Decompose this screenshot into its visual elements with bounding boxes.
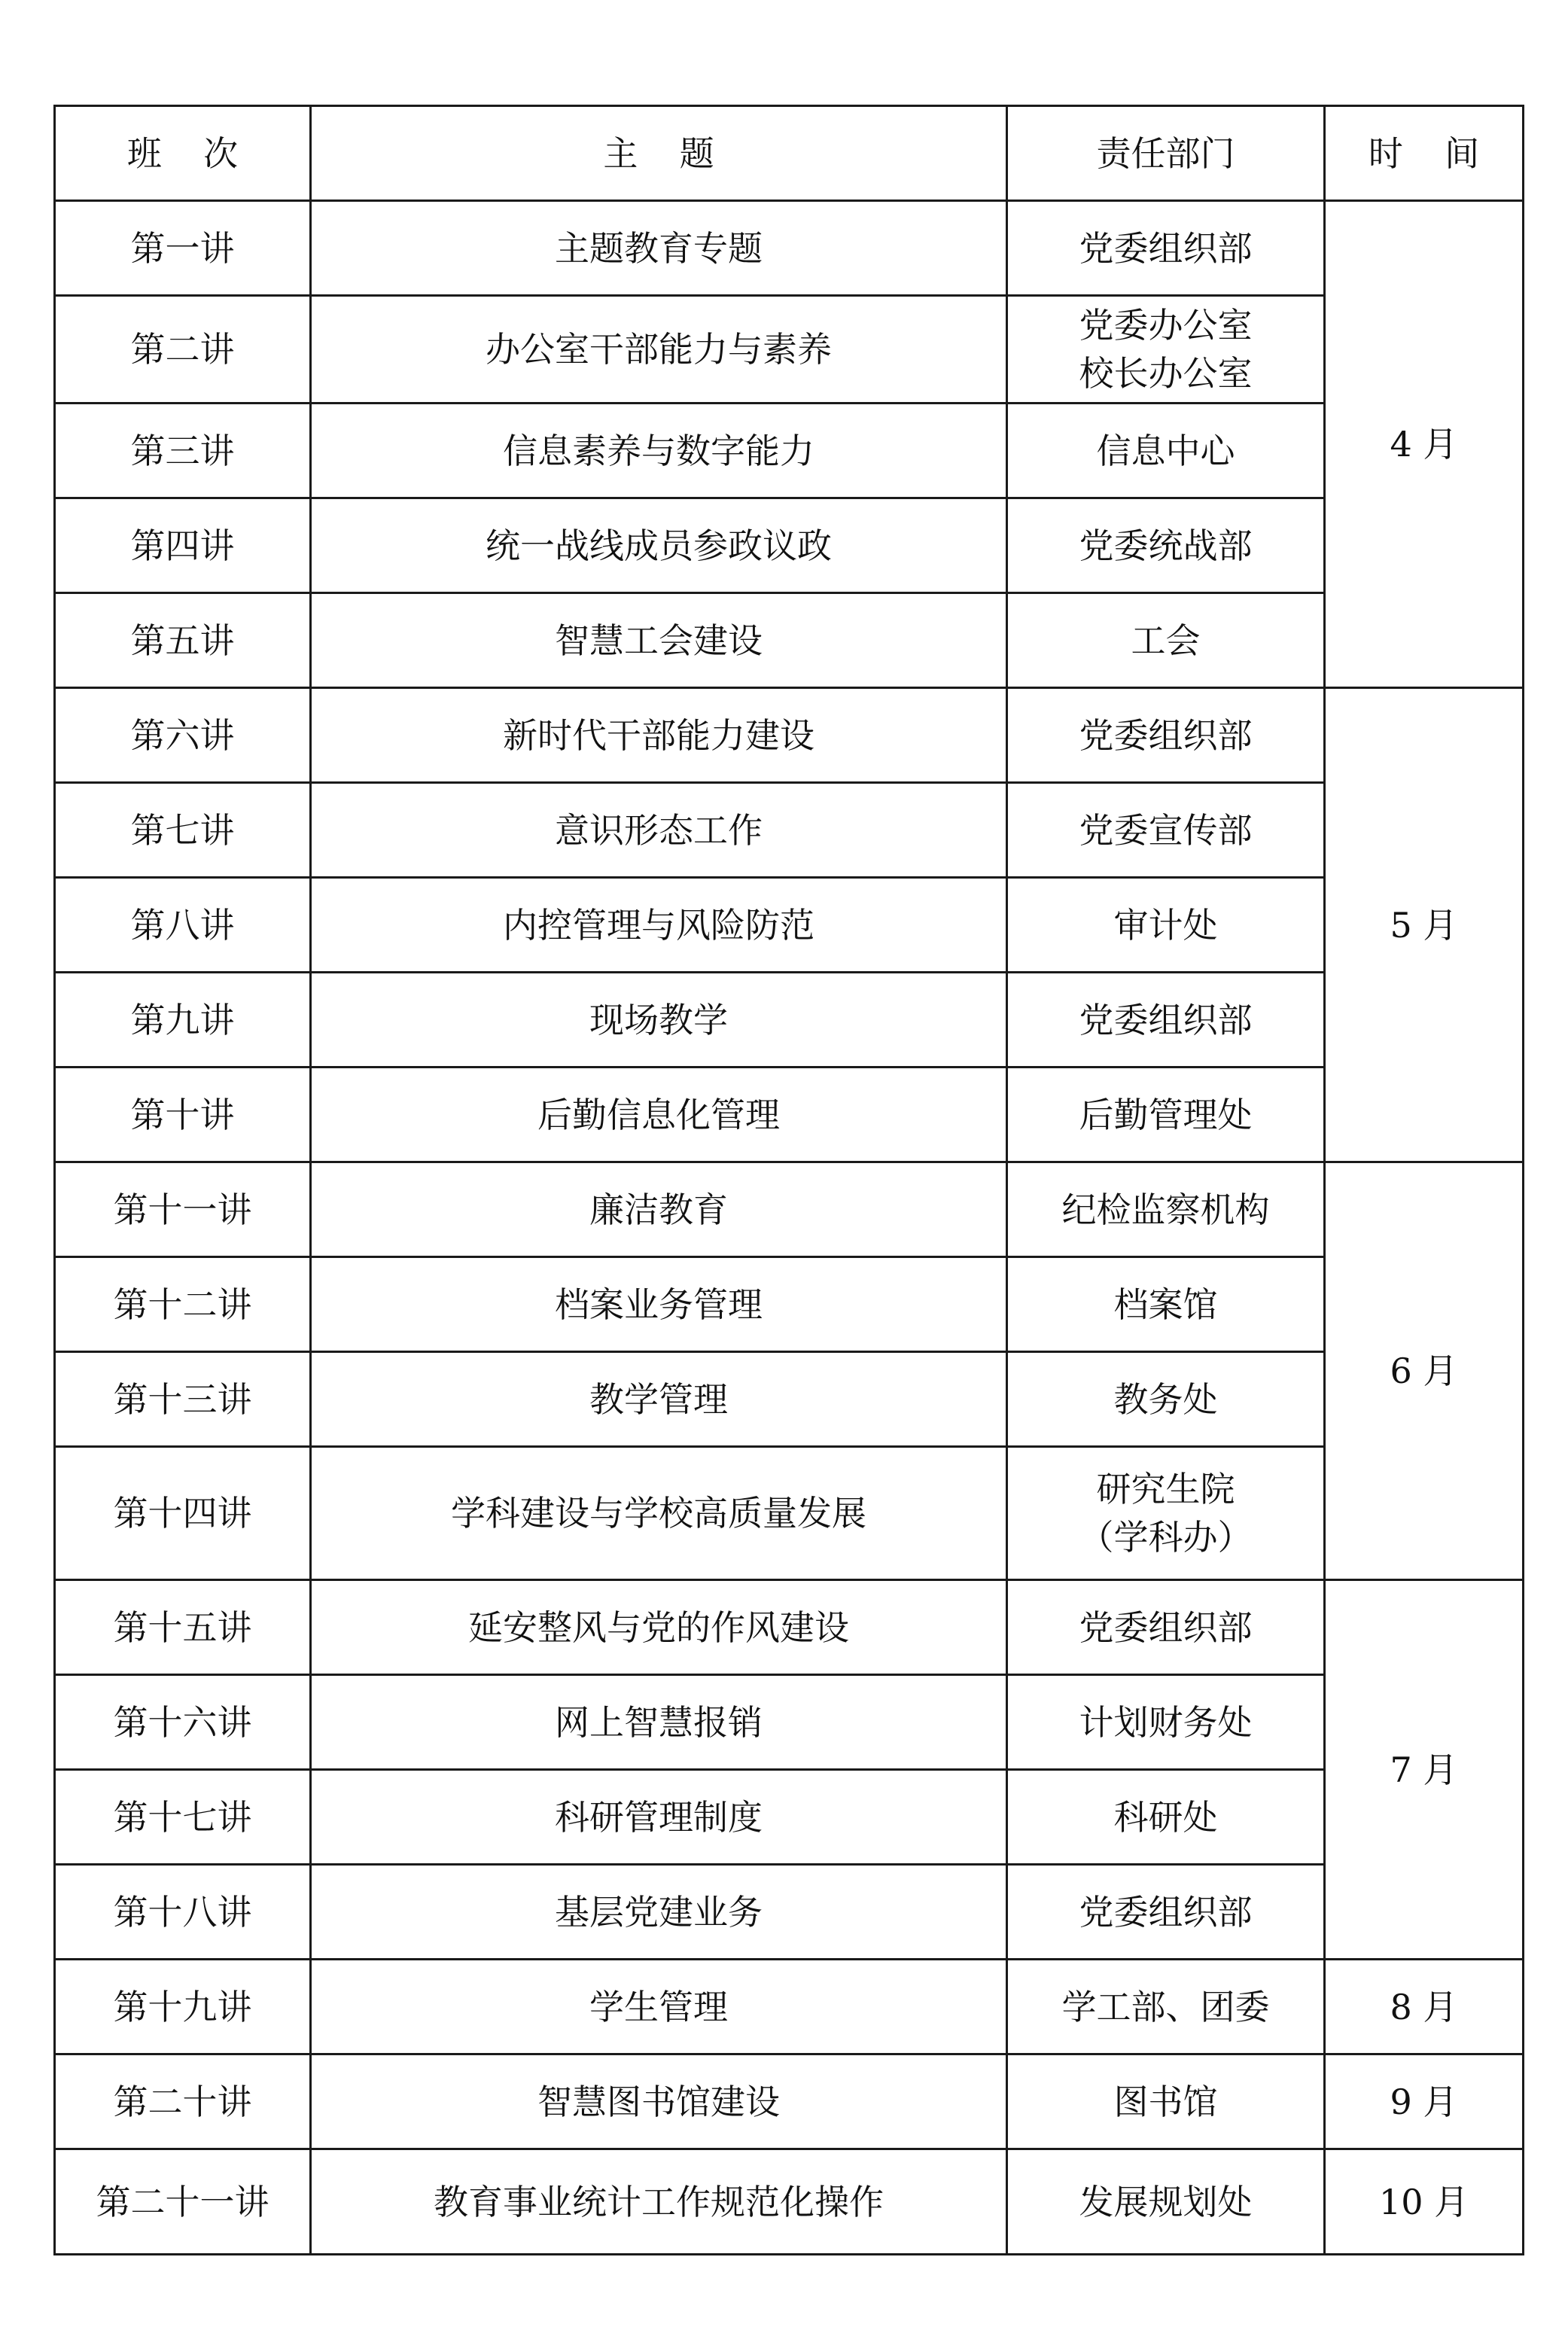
class-cell: 第十一讲: [55, 1162, 311, 1257]
dept-line: 研究生院: [1096, 1469, 1235, 1509]
table-row: [55, 404, 1524, 498]
dept-cell: 党委统战部: [1007, 498, 1325, 593]
table-row: [55, 296, 1524, 404]
dept-line: 党委办公室: [1079, 305, 1253, 346]
class-cell: 第二十一讲: [55, 2149, 311, 2255]
topic-cell: 学科建设与学校高质量发展: [311, 1447, 1007, 1580]
month-cell: 9 月: [1325, 2054, 1524, 2149]
dept-cell: 档案馆: [1007, 1257, 1325, 1352]
table-row: [55, 593, 1524, 688]
table-row: [55, 783, 1524, 878]
table-row: [55, 973, 1524, 1068]
class-cell: 第一讲: [55, 201, 311, 296]
header-row: [55, 106, 1524, 201]
table-row: [55, 1352, 1524, 1447]
dept-cell: 党委组织部: [1007, 1865, 1325, 1960]
topic-cell: 信息素养与数字能力: [311, 404, 1007, 498]
topic-cell: 统一战线成员参政议政: [311, 498, 1007, 593]
topic-cell: 延安整风与党的作风建设: [311, 1580, 1007, 1675]
class-cell: 第六讲: [55, 688, 311, 783]
table-row: [55, 201, 1524, 296]
month-cell: 7 月: [1325, 1580, 1524, 1960]
topic-cell: 意识形态工作: [311, 783, 1007, 878]
dept-cell: [1007, 296, 1325, 404]
table-row: [55, 1068, 1524, 1162]
class-cell: 第十五讲: [55, 1580, 311, 1675]
topic-cell: 内控管理与风险防范: [311, 878, 1007, 973]
table-row: [55, 878, 1524, 973]
table-row: [55, 1675, 1524, 1770]
lecture-schedule-table: [53, 105, 1524, 2255]
class-cell: 第十讲: [55, 1068, 311, 1162]
dept-cell: 工会: [1007, 593, 1325, 688]
month-cell: 8 月: [1325, 1960, 1524, 2054]
dept-cell: 党委组织部: [1007, 1580, 1325, 1675]
dept-line: （学科办）: [1079, 1517, 1253, 1558]
topic-cell: 智慧工会建设: [311, 593, 1007, 688]
class-cell: 第八讲: [55, 878, 311, 973]
dept-cell: 党委组织部: [1007, 688, 1325, 783]
table-row: [55, 1865, 1524, 1960]
month-cell: 6 月: [1325, 1162, 1524, 1580]
dept-cell: 计划财务处: [1007, 1675, 1325, 1770]
class-cell: 第七讲: [55, 783, 311, 878]
dept-cell: 学工部、团委: [1007, 1960, 1325, 2054]
dept-cell: 科研处: [1007, 1770, 1325, 1865]
class-cell: 第三讲: [55, 404, 311, 498]
month-cell: 10 月: [1325, 2149, 1524, 2255]
dept-cell: 党委组织部: [1007, 973, 1325, 1068]
topic-cell: 教育事业统计工作规范化操作: [311, 2149, 1007, 2255]
dept-cell: 审计处: [1007, 878, 1325, 973]
topic-cell: 后勤信息化管理: [311, 1068, 1007, 1162]
topic-cell: 档案业务管理: [311, 1257, 1007, 1352]
topic-cell: 学生管理: [311, 1960, 1007, 2054]
class-cell: 第十七讲: [55, 1770, 311, 1865]
topic-cell: 网上智慧报销: [311, 1675, 1007, 1770]
topic-cell: 基层党建业务: [311, 1865, 1007, 1960]
topic-cell: 科研管理制度: [311, 1770, 1007, 1865]
dept-cell: 信息中心: [1007, 404, 1325, 498]
dept-cell: 发展规划处: [1007, 2149, 1325, 2255]
topic-cell: 新时代干部能力建设: [311, 688, 1007, 783]
table-row: [55, 2054, 1524, 2149]
class-cell: 第二十讲: [55, 2054, 311, 2149]
dept-cell: 图书馆: [1007, 2054, 1325, 2149]
class-cell: 第二讲: [55, 296, 311, 404]
table-row: [55, 1960, 1524, 2054]
header-topic: 主题: [311, 106, 1007, 201]
class-cell: 第九讲: [55, 973, 311, 1068]
table-row: [55, 498, 1524, 593]
topic-cell: 智慧图书馆建设: [311, 2054, 1007, 2149]
month-cell: 5 月: [1325, 688, 1524, 1162]
header-class: 班次: [55, 106, 311, 201]
topic-cell: 廉洁教育: [311, 1162, 1007, 1257]
class-cell: 第四讲: [55, 498, 311, 593]
month-cell: 4 月: [1325, 201, 1524, 688]
topic-cell: 现场教学: [311, 973, 1007, 1068]
class-cell: 第十四讲: [55, 1447, 311, 1580]
table-row: [55, 2149, 1524, 2255]
table-row: [55, 1580, 1524, 1675]
table-row: [55, 688, 1524, 783]
class-cell: 第十三讲: [55, 1352, 311, 1447]
dept-cell: 纪检监察机构: [1007, 1162, 1325, 1257]
class-cell: 第十九讲: [55, 1960, 311, 2054]
dept-cell: [1007, 1447, 1325, 1580]
table-row: [55, 1257, 1524, 1352]
dept-cell: 教务处: [1007, 1352, 1325, 1447]
dept-cell: 后勤管理处: [1007, 1068, 1325, 1162]
class-cell: 第十二讲: [55, 1257, 311, 1352]
header-dept: 责任部门: [1007, 106, 1325, 201]
class-cell: 第五讲: [55, 593, 311, 688]
table-row: [55, 1162, 1524, 1257]
topic-cell: 办公室干部能力与素养: [311, 296, 1007, 404]
topic-cell: 主题教育专题: [311, 201, 1007, 296]
dept-line: 校长办公室: [1079, 353, 1253, 394]
dept-cell: 党委组织部: [1007, 201, 1325, 296]
topic-cell: 教学管理: [311, 1352, 1007, 1447]
table-row: [55, 1447, 1524, 1580]
class-cell: 第十六讲: [55, 1675, 311, 1770]
class-cell: 第十八讲: [55, 1865, 311, 1960]
dept-cell: 党委宣传部: [1007, 783, 1325, 878]
table-row: [55, 1770, 1524, 1865]
header-time: 时间: [1325, 106, 1524, 201]
